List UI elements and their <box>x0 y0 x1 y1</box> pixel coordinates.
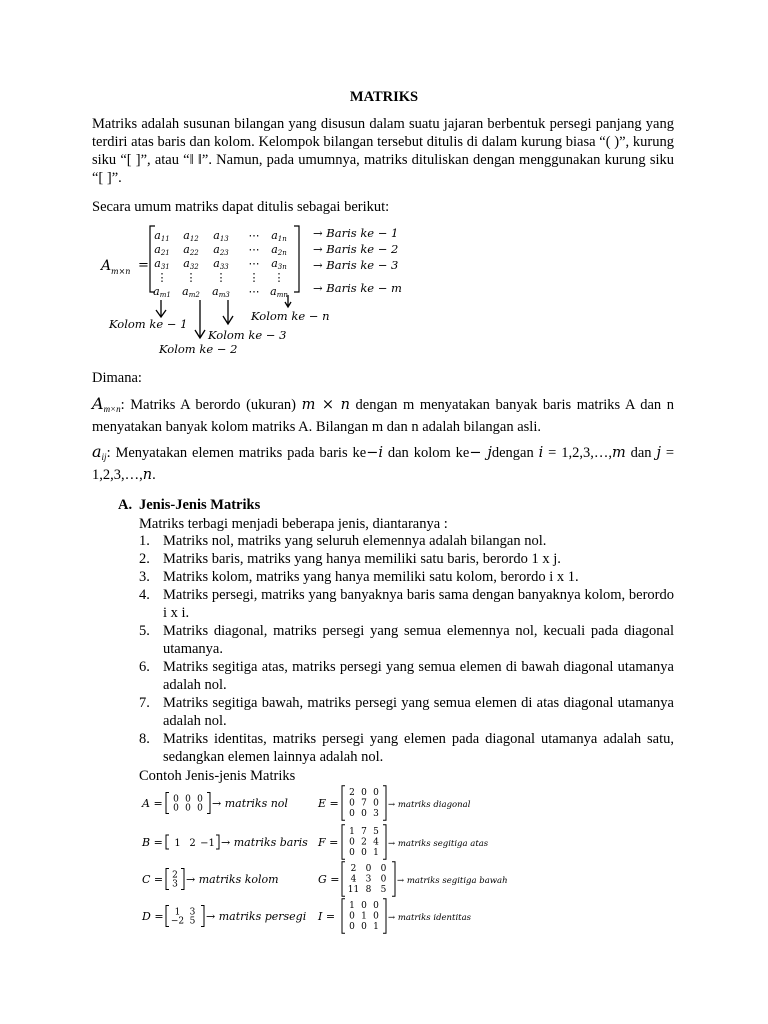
arrow-kolom-2 <box>195 300 205 338</box>
general-matrix-cell: amn <box>270 285 288 299</box>
example-cell: 0 <box>349 798 355 809</box>
left-bracket <box>342 899 345 934</box>
types-list-item <box>139 586 674 622</box>
aij-text-3: dengan <box>491 445 539 461</box>
types-list-item <box>139 694 674 730</box>
example-cell: 4 <box>373 837 379 848</box>
general-matrix-cell: ⋮ <box>185 271 197 284</box>
right-bracket <box>181 869 184 890</box>
list-item-number: 3. <box>139 569 150 585</box>
general-matrix-cell: a31 <box>154 257 170 271</box>
list-item-text: Matriks persegi, matriks yang banyaknya baris sama dengan banyaknya kolom, berordo i x i. <box>163 587 674 621</box>
amxn-symbol: A <box>92 394 104 413</box>
right-bracket <box>294 226 299 292</box>
types-list <box>139 532 674 766</box>
definition-aij <box>92 443 674 484</box>
example-cell: 2 <box>361 837 367 848</box>
general-matrix-cell: ⋯ <box>248 229 260 242</box>
general-matrix-cell: a2n <box>271 243 287 257</box>
example-cell: 7 <box>361 826 367 837</box>
aij-math-5: j <box>656 445 661 461</box>
example-label: → matriks baris <box>221 836 308 849</box>
example-label: → matriks identitas <box>388 913 472 923</box>
list-item-number: 5. <box>139 623 150 639</box>
general-matrix-cell: ⋯ <box>248 243 260 256</box>
example-name: I = <box>318 910 336 923</box>
section-letter: A. <box>118 497 133 513</box>
example-name: E = <box>318 797 339 810</box>
general-matrix-lhs: A <box>101 258 112 274</box>
example-cell: 5 <box>373 826 379 837</box>
example-cell: 1 <box>349 826 355 837</box>
aij-text-5: dan <box>625 445 657 461</box>
example-cell: 3 <box>373 808 379 819</box>
example-cell: 2 <box>350 863 357 874</box>
example-cell: 0 <box>373 911 379 922</box>
example-cell: 0 <box>349 911 355 922</box>
example-cell: 2 <box>349 787 355 798</box>
list-item-text: Matriks segitiga bawah, matriks persegi yang semua elemen di atas diagonal utamanya adalah nol. <box>163 695 674 729</box>
arrow-kolom-1 <box>156 300 166 317</box>
types-list-item <box>139 622 674 658</box>
example-cell: 3 <box>189 907 196 918</box>
general-matrix-cell: a11 <box>154 229 170 243</box>
example-cell: 0 <box>361 921 367 932</box>
example-cell: 3 <box>365 874 372 885</box>
example-cell: 1 <box>174 838 181 849</box>
example-cell: 1 <box>349 900 355 911</box>
right-bracket <box>383 825 386 860</box>
example-label: → matriks kolom <box>186 873 279 886</box>
general-matrix-cell: a1n <box>271 229 287 243</box>
left-bracket <box>342 825 345 860</box>
general-matrix-figure <box>95 222 425 362</box>
left-bracket <box>342 786 345 821</box>
aij-symbol: a <box>92 442 102 461</box>
list-item-number: 8. <box>139 731 150 747</box>
example-cell: 1 <box>373 921 379 932</box>
general-matrix-cell: ⋯ <box>248 285 260 298</box>
general-matrix-cell: a23 <box>213 243 229 257</box>
example-matrix-c <box>142 869 279 890</box>
example-matrix-f <box>317 825 489 860</box>
list-item-number: 6. <box>139 659 150 675</box>
list-item-number: 7. <box>139 695 150 711</box>
row-label: → Baris ke − m <box>313 281 402 295</box>
row-label: → Baris ke − 2 <box>313 242 399 256</box>
general-form-intro: Secara umum matriks dapat ditulis sebagai berikut: <box>92 199 390 215</box>
general-matrix-cell: a12 <box>183 229 199 243</box>
types-list-item <box>139 550 674 568</box>
example-cell: 0 <box>349 921 355 932</box>
examples-title: Contoh Jenis-jenis Matriks <box>139 768 296 784</box>
general-matrix-cell: ⋮ <box>156 271 168 284</box>
example-cell: 5 <box>189 916 196 927</box>
aij-text-7: . <box>152 467 156 483</box>
example-cell: 1 <box>373 847 379 858</box>
general-matrix-cell: a32 <box>183 257 199 271</box>
example-label: → matriks nol <box>212 797 288 810</box>
example-matrix-a <box>141 793 288 814</box>
example-cell: 0 <box>197 803 203 814</box>
example-cell: 2 <box>189 838 196 849</box>
column-label: Kolom ke − 3 <box>208 328 287 342</box>
aij-symbol-sub: ij <box>101 452 107 462</box>
example-matrix-b <box>141 835 308 849</box>
example-label: → matriks segitiga atas <box>388 839 489 849</box>
general-matrix-cell: a13 <box>213 229 229 243</box>
aij-text-1: : Menyatakan elemen matriks pada baris ke <box>106 445 367 461</box>
example-cell: 0 <box>380 874 387 885</box>
aij-math-6: n <box>142 467 153 483</box>
equals-sign: = <box>138 258 149 273</box>
example-cell: 1 <box>361 911 367 922</box>
example-cell: 0 <box>361 900 367 911</box>
left-bracket <box>342 862 345 897</box>
general-matrix-cell: ⋯ <box>248 257 260 270</box>
general-matrix-cell: am2 <box>182 285 200 299</box>
example-cell: 11 <box>347 884 360 895</box>
example-cell: 8 <box>365 884 372 895</box>
example-cell: −2 <box>170 916 185 927</box>
examples-figure <box>138 783 538 943</box>
aij-math-3: i <box>538 445 544 461</box>
example-cell: 0 <box>365 863 372 874</box>
types-list-item <box>139 730 674 766</box>
types-list-item <box>139 658 674 694</box>
example-cell: 0 <box>349 847 355 858</box>
example-cell: 3 <box>172 879 178 890</box>
example-cell: 1 <box>174 907 181 918</box>
page-title: MATRIKS <box>349 89 419 105</box>
dimana-label: Dimana: <box>92 370 142 386</box>
left-bracket <box>166 906 169 927</box>
example-label: → matriks diagonal <box>388 800 471 810</box>
types-list-item <box>139 568 674 586</box>
intro-paragraph: Matriks adalah susunan bilangan yang disusun dalam suatu jajaran berbentuk persegi panjang yang terdiri atas baris dan kolom. Kelompok bilangan tersebut ditulis di dalam kurung biasa “( )”, kurung siku “[ ]”, atau “‖ ‖”. Namun, pada umumnya, matriks dituliskan dengan menggunakan kurung siku “[ ]”. <box>92 116 674 186</box>
general-matrix-cell: am1 <box>153 285 171 299</box>
row-label: → Baris ke − 3 <box>313 258 399 272</box>
left-bracket <box>166 869 169 890</box>
example-cell: 0 <box>373 787 379 798</box>
example-cell: 0 <box>380 863 387 874</box>
example-name: C = <box>142 873 164 886</box>
general-matrix-cell: a33 <box>213 257 229 271</box>
column-label: Kolom ke − n <box>251 309 330 323</box>
example-name: F = <box>318 836 339 849</box>
example-cell: 0 <box>349 808 355 819</box>
definition-amxn <box>92 395 674 436</box>
general-matrix-row-labels <box>313 226 402 295</box>
list-item-text: Matriks nol, matriks yang seluruh elemennya adalah bilangan nol. <box>163 533 547 549</box>
example-name: A = <box>142 797 163 810</box>
left-bracket <box>166 835 169 849</box>
general-matrix-cell: a22 <box>183 243 199 257</box>
list-item-number: 1. <box>139 533 150 549</box>
aij-math-4: m <box>611 445 626 461</box>
right-bracket <box>383 786 386 821</box>
right-bracket <box>383 899 386 934</box>
example-cell: 0 <box>373 900 379 911</box>
example-cell: 0 <box>173 794 179 805</box>
example-cell: 0 <box>361 808 367 819</box>
aij-text-2: dan kolom ke <box>382 445 470 461</box>
general-matrix-cell: ⋮ <box>273 271 285 284</box>
example-name: B = <box>142 836 163 849</box>
general-matrix-cells <box>153 229 288 299</box>
example-cell: 0 <box>197 794 203 805</box>
general-matrix-cell: ⋮ <box>215 271 227 284</box>
right-bracket <box>216 835 219 849</box>
example-cell: 7 <box>361 798 367 809</box>
right-bracket <box>201 906 204 927</box>
section-a-heading <box>118 496 260 514</box>
column-label: Kolom ke − 1 <box>109 317 188 331</box>
arrow-kolom-3 <box>223 300 233 324</box>
list-item-text: Matriks segitiga atas, matriks persegi yang semua elemen di bawah diagonal utamanya adalah nol. <box>163 659 674 693</box>
left-bracket <box>166 793 169 814</box>
amxn-text-1: : Matriks A berordo (ukuran) <box>120 397 302 413</box>
amxn-text-2: dengan m menyatakan banyak baris matriks A dan n menyatakan banyak kolom matriks A. Bilangan m dan n adalah bilangan asli. <box>92 397 674 435</box>
example-cell: 0 <box>173 803 179 814</box>
example-name: D = <box>142 910 164 923</box>
example-matrix-d <box>141 906 306 927</box>
example-cell: 0 <box>361 847 367 858</box>
general-matrix-cell: a21 <box>154 243 170 257</box>
aij-text-4: = 1,2,3,…, <box>543 445 612 461</box>
example-cell: 4 <box>350 874 357 885</box>
general-matrix-cell: a3n <box>271 257 287 271</box>
amxn-math: m × n <box>301 397 350 413</box>
example-matrix-g <box>318 862 508 897</box>
aij-text-6: = 1,2,3,…, <box>92 445 675 483</box>
general-matrix-cell: ⋮ <box>248 271 260 284</box>
aij-math-2: − j <box>469 445 492 461</box>
example-cell: 0 <box>349 837 355 848</box>
column-label: Kolom ke − 2 <box>159 342 238 356</box>
example-cell: −1 <box>200 838 215 849</box>
general-matrix-column-labels <box>108 309 330 356</box>
list-item-number: 2. <box>139 551 150 567</box>
list-item-text: Matriks identitas, matriks persegi yang elemen pada diagonal utamanya adalah satu, sedangkan elemen lainnya adalah nol. <box>163 731 674 765</box>
example-cell: 2 <box>172 870 178 881</box>
general-matrix-cell: am3 <box>212 285 230 299</box>
types-intro: Matriks terbagi menjadi beberapa jenis, diantaranya : <box>139 516 448 532</box>
example-cell: 0 <box>373 798 379 809</box>
example-name: G = <box>318 873 340 886</box>
example-matrix-i <box>317 899 472 934</box>
example-cell: 0 <box>185 794 191 805</box>
general-matrix-lhs-sub: m×n <box>111 267 131 276</box>
example-cell: 5 <box>380 884 387 895</box>
right-bracket <box>392 862 395 897</box>
section-title: Jenis-Jenis Matriks <box>139 497 261 513</box>
example-cell: 0 <box>361 787 367 798</box>
example-cell: 0 <box>185 803 191 814</box>
types-list-item <box>139 532 674 550</box>
amxn-symbol-sub: m×n <box>103 404 121 414</box>
list-item-number: 4. <box>139 587 150 603</box>
list-item-text: Matriks kolom, matriks yang hanya memiliki satu kolom, berordo i x 1. <box>163 569 579 585</box>
right-bracket <box>207 793 210 814</box>
row-label: → Baris ke − 1 <box>313 226 399 240</box>
example-label: → matriks segitiga bawah <box>397 876 508 886</box>
list-item-text: Matriks diagonal, matriks persegi yang semua elemennya nol, kecuali pada diagonal utamanya. <box>163 623 674 657</box>
example-matrix-e <box>317 786 471 821</box>
list-item-text: Matriks baris, matriks yang hanya memiliki satu baris, berordo 1 x j. <box>163 551 561 567</box>
example-label: → matriks persegi <box>206 910 307 923</box>
aij-math-1: −i <box>366 445 383 461</box>
